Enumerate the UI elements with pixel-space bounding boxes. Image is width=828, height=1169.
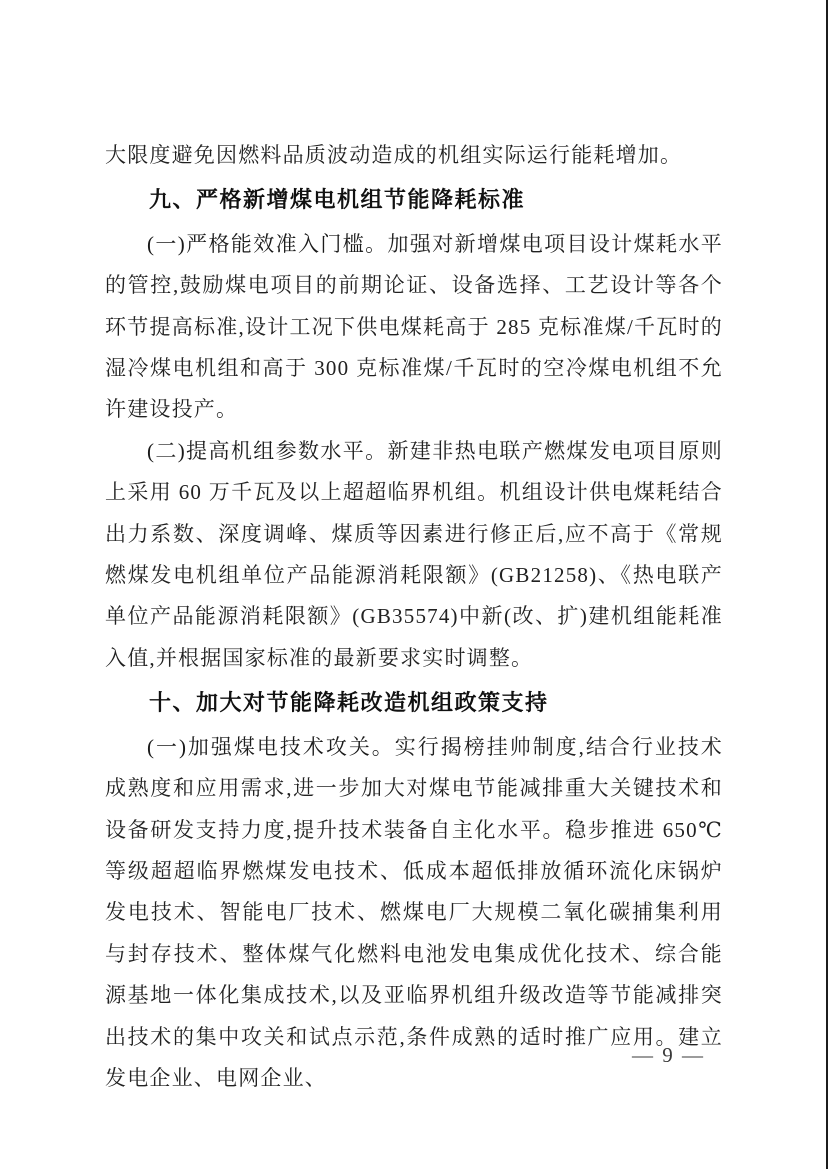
section9-paragraph-1 bbox=[105, 224, 723, 431]
section-heading-10: 十、加大对节能降耗改造机组政策支持 bbox=[149, 690, 549, 716]
paragraph-lead: (二)提高机组参数水平。 bbox=[147, 438, 388, 463]
section10-paragraph-1 bbox=[105, 727, 723, 1100]
paragraph-lead: (一)加强煤电技术攻关。 bbox=[147, 734, 395, 759]
paragraph-body: 加强对新增煤电项目设计煤耗水平的管控,鼓励煤电项目的前期论证、设备选择、工艺设计等各个环节提高标准,设计工况下供电煤耗高于 285 克标准煤/千瓦时的湿冷煤电机组和高于 300 克标准煤/千瓦时的空冷煤电机组不允许建设投产。 bbox=[105, 231, 723, 422]
paragraph-continuation: 大限度避免因燃料品质波动造成的机组实际运行能耗增加。 bbox=[105, 143, 683, 167]
document-text-block bbox=[105, 135, 723, 1099]
section-heading-9: 九、严格新增煤电机组节能降耗标准 bbox=[149, 187, 526, 213]
section9-paragraph-2 bbox=[105, 431, 723, 679]
paragraph-lead: (一)严格能效准入门槛。 bbox=[147, 231, 388, 256]
page-number: — 9 — bbox=[632, 1043, 705, 1067]
paragraph-body: 实行揭榜挂帅制度,结合行业技术成熟度和应用需求,进一步加大对煤电节能减排重大关键技术和设备研发支持力度,提升技术装备自主化水平。稳步推进 650℃等级超超临界燃煤发电技术、低成本超低排放循环流化床锅炉发电技术、智能电厂技术、燃煤电厂大规模二氧化碳捕集利用与封存技术、整体煤气化燃料电池发电集成优化技术、综合能源基地一体化集成技术,以及亚临界机组升级改造等节能减排突出技术的集中攻关和试点示范,条件成熟的适时推广应用。建立发电企业、电网企业、 bbox=[105, 734, 724, 1090]
paragraph-body: 新建非热电联产燃煤发电项目原则上采用 60 万千瓦及以上超超临界机组。机组设计供电煤耗结合出力系数、深度调峰、煤质等因素进行修正后,应不高于《常规燃煤发电机组单位产品能源消耗限额》(GB21258)、《热电联产单位产品能源消耗限额》(GB35574)中新(改、扩)建机组能耗准入值,并根据国家标准的最新要求实时调整。 bbox=[105, 438, 723, 670]
